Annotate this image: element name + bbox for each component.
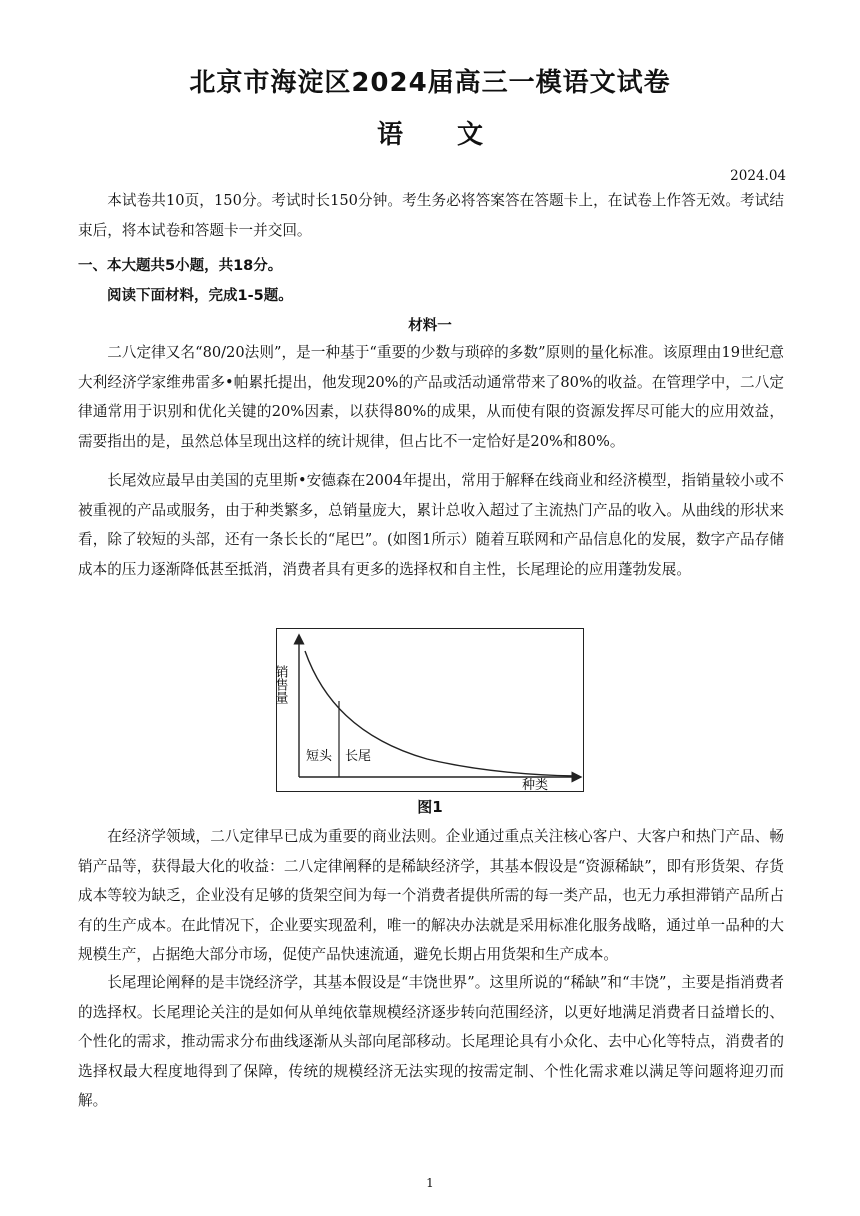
subject-title: 语文: [376, 120, 537, 150]
intro-paragraph: 本试卷共10页，150分。考试时长150分钟。考生务必将答案答在答题卡上，在试卷上作答无效。考试结束后，将本试卷和答题卡一并交回。: [78, 192, 784, 239]
section-instruction: 阅读下面材料，完成1-5题。: [107, 288, 293, 304]
paragraph-abundance-economics: 长尾理论阐释的是丰饶经济学，其基本假设是“丰饶世界”。这里所说的“稀缺”和“丰饶”，主要是指消费者的选择权。长尾理论关注的是如何从单纯依靠规模经济逐步转向范围经济，以更好地满足消费者日益增长的、个性化的需求，推动需求分布曲线逐渐从头部向尾部移动。长尾理论具有小众化、去中心化等特点，消费者的选择权最大程度地得到了保障，传统的规模经济无法实现的按需定制、个性化需求难以满足等问题将迎刃而解。: [78, 974, 784, 1109]
paragraph-pareto: 二八定律又名“80/20法则”，是一种基于“重要的少数与琐碎的多数”原则的量化标准。该原理由19世纪意大利经济学家维弗雷多•帕累托提出，他发现20%的产品或活动通常带来了80%的收益。在管理学中，二八定律通常用于识别和优化关键的20%因素，以获得80%的成果，从而使有限的资源发挥尽可能大的应用效益，需要指出的是，虽然总体呈现出这样的统计规律，但占比不一定恰好是20%和80%。: [78, 344, 784, 450]
exam-title: 北京市海淀区2024届高三一模语文试卷: [189, 68, 671, 98]
page-number: 1: [426, 1176, 434, 1190]
paragraph-scarcity-economics: 在经济学领域，二八定律早已成为重要的商业法则。企业通过重点关注核心客户、大客户和热门产品、畅销产品等，获得最大化的收益：二八定律阐释的是稀缺经济学，其基本假设是“资源稀缺”，即有形货架、存货成本等较为缺乏，企业没有足够的货架空间为每一个消费者提供所需的每一类产品，也无力承担滞销产品所占有的生产成本。在此情况下，企业要实现盈利，唯一的解决办法就是采用标准化服务战略，通过单一品种的大规模生产，占据绝大部分市场，促使产品快速流通，避免长期占用货架和生产成本。: [78, 828, 784, 963]
tail-label: 长尾: [345, 749, 372, 764]
material-title: 材料一: [408, 318, 452, 334]
x-axis-label: 种类: [522, 778, 549, 793]
section-heading: 一、本大题共5小题，共18分。: [78, 258, 283, 274]
exam-date: 2024.04: [730, 168, 786, 184]
figure-long-tail-chart: [272, 628, 584, 793]
y-axis-label: 销售量: [272, 665, 288, 704]
paragraph-long-tail: 长尾效应最早由美国的克里斯•安德森在2004年提出，常用于解释在线商业和经济模型，指销量较小或不被重视的产品或服务，由于种类繁多，总销量庞大，累计总收入超过了主流热门产品的收入。从曲线的形状来看，除了较短的头部，还有一条长长的“尾巴”。(如图1所示）随着互联网和产品信息化的发展，数字产品存储成本的压力逐渐降低甚至抵消，消费者具有更多的选择权和自主性，长尾理论的应用蓬勃发展。: [78, 472, 784, 578]
head-label: 短头: [306, 749, 333, 764]
long-tail-diagram: [272, 629, 583, 793]
figure-caption: 图1: [417, 798, 443, 816]
